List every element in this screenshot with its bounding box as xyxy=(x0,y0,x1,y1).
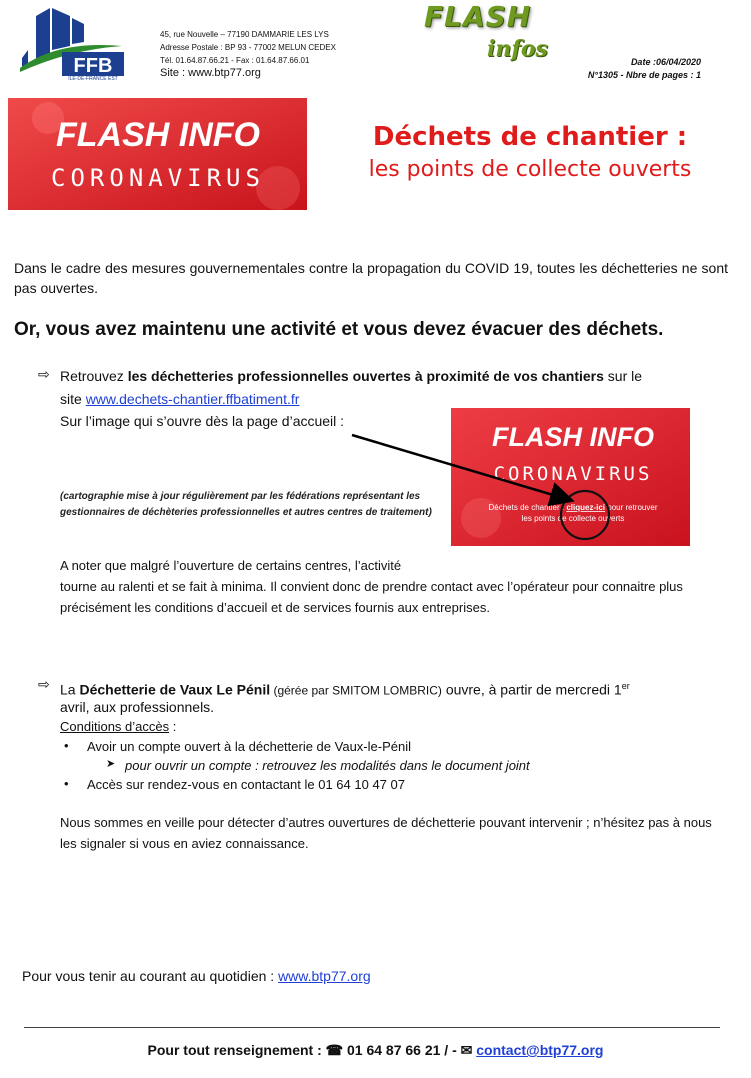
chantier-link[interactable]: www.dechets-chantier.ffbatiment.fr xyxy=(85,391,300,407)
sub-bullet: pour ouvrir un compte : retrouvez les modalités dans le document joint xyxy=(125,758,530,773)
issue-number: N°1305 - Nbre de pages : 1 xyxy=(587,70,701,80)
image-caption-line1: Déchets de chantier : cliquez-ici pour retrouver xyxy=(488,503,658,512)
logo-text: FFB xyxy=(73,55,113,77)
image-title: FLASH INFO xyxy=(492,422,654,452)
banner-title: FLASH INFO xyxy=(56,116,260,154)
btp77-link[interactable]: www.btp77.org xyxy=(278,968,371,984)
bullet-dot: • xyxy=(64,738,69,753)
item2-bold: Déchetterie de Vaux Le Pénil xyxy=(79,681,271,698)
bullet-1: Avoir un compte ouvert à la déchetterie de Vaux-le-Pénil xyxy=(87,739,411,754)
footer-divider xyxy=(24,1027,720,1028)
date-label: Date :06/04/2020 xyxy=(630,57,701,67)
notice-rest: tourne au ralenti et se fait à minima. Il convient donc de prendre contact avec l’opérateur pour connaitre plus précisément les conditions d’accueil et de services fournis aux entreprises. xyxy=(60,579,683,615)
cliquez-ici-link[interactable]: cliquez-ici xyxy=(566,503,606,512)
arrowhead-bullet-icon: ➤ xyxy=(106,758,116,770)
image-caption-line2: les points de collecte ouverts xyxy=(521,514,625,523)
arrow-icon: ⇨ xyxy=(38,676,50,692)
bullet-2: Accès sur rendez-vous en contactant le 01 64 10 47 07 xyxy=(87,777,405,792)
flash-title: FLASH xyxy=(424,0,532,33)
headline-title: Déchets de chantier : xyxy=(372,122,688,152)
conditions-heading: Conditions d’accès : xyxy=(60,719,177,734)
address-line-2: Adresse Postale : BP 93 - 77002 MELUN CEDEX xyxy=(160,43,336,52)
banner-subtitle: CORONAVIRUS xyxy=(51,164,265,192)
item1-line2: site www.dechets-chantier.ffbatiment.fr xyxy=(60,391,300,407)
site-line: Site : www.btp77.org xyxy=(160,67,261,79)
veille-paragraph: Nous sommes en veille pour détecter d’autres ouvertures de déchetterie pouvant intervenir ; n’hésitez pas à nous les signaler si vous en aviez connaissance. xyxy=(60,815,712,851)
headline-subtitle: les points de collecte ouverts xyxy=(368,157,692,182)
phone-icon: ☎ xyxy=(325,1042,344,1058)
arrow-icon: ⇨ xyxy=(38,366,50,382)
item2-line2: avril, aux professionnels. xyxy=(60,699,215,715)
cartography-note: (cartographie mise à jour régulièrement par les fédérations représentant les gestionnaires de déchèteries professionnelles et autres centres de traitement) xyxy=(60,491,432,518)
image-subtitle: CORONAVIRUS xyxy=(493,463,653,485)
daily-info-line: Pour vous tenir au courant au quotidien : www.btp77.org xyxy=(22,968,371,984)
subheading: Or, vous avez maintenu une activité et vous devez évacuer des déchets. xyxy=(14,319,664,340)
address-line-1: 45, rue Nouvelle – 77190 DAMMARIE LES LYS xyxy=(160,30,329,39)
image-instruction: Sur l’image qui s’ouvre dès la page d’accueil : xyxy=(60,413,345,429)
logo-subtext: ILE-DE-FRANCE EST xyxy=(68,76,118,80)
item2-line1: La Déchetterie de Vaux Le Pénil (gérée par SMITOM LOMBRIC) ouvre, à partir de mercredi 1er xyxy=(60,681,630,698)
bullet-dot: • xyxy=(64,776,69,791)
item1-line1: Retrouvez les déchetteries professionnelles ouvertes à proximité de vos chantiers sur le xyxy=(60,368,643,384)
intro-paragraph: Dans le cadre des mesures gouvernementales contre la propagation du COVID 19, toutes les déchetteries ne sont pas ouvertes. xyxy=(14,260,728,296)
address-line-3: Tél. 01.64.87.66.21 - Fax : 01.64.87.66.01 xyxy=(160,56,310,65)
item1-bold: les déchetteries professionnelles ouvertes à proximité de vos chantiers xyxy=(127,368,604,384)
contact-email-link[interactable]: contact@btp77.org xyxy=(476,1042,604,1058)
flash-subtitle: infos xyxy=(487,36,548,62)
contact-line: Pour tout renseignement : ☎ 01 64 87 66 21 / - ✉ contact@btp77.org xyxy=(147,1042,604,1058)
mail-icon: ✉ xyxy=(460,1042,473,1058)
notice-line1: A noter que malgré l’ouverture de certains centres, l’activité xyxy=(60,558,402,573)
